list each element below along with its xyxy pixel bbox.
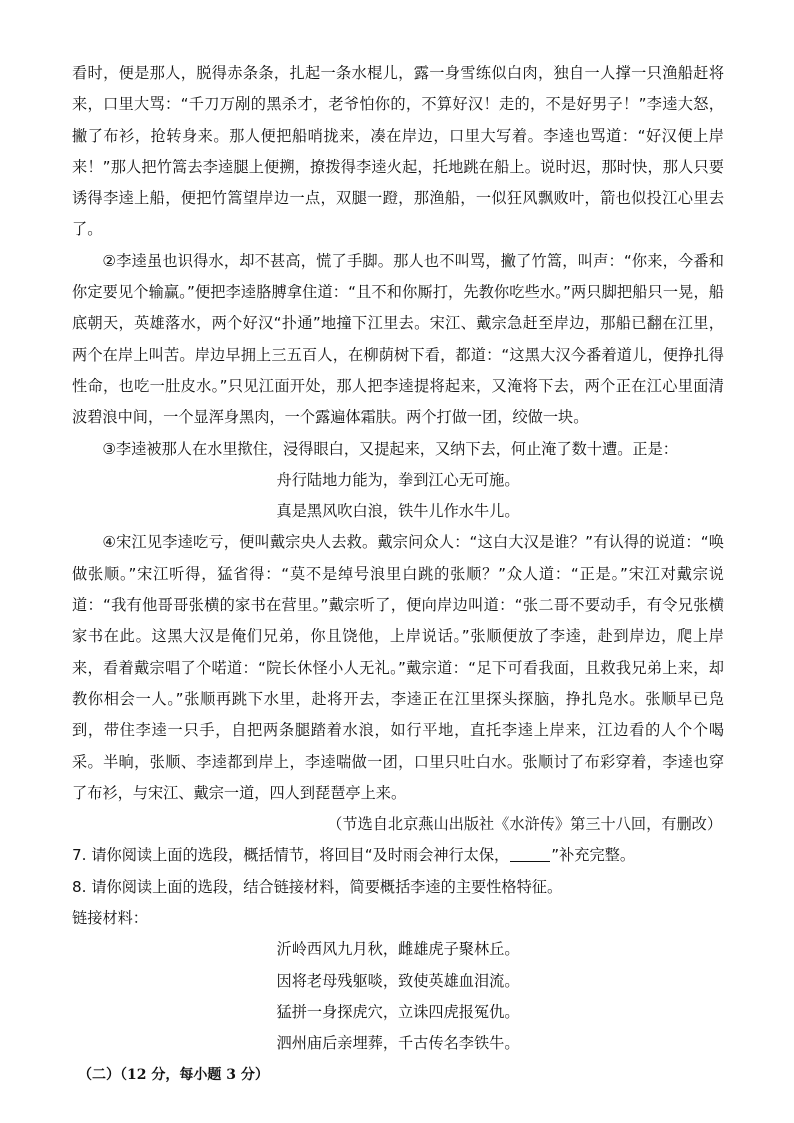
answer-blank[interactable]	[510, 845, 550, 862]
source-citation: （节选自北京燕山出版社《水浒传》第三十八回，有删改）	[327, 815, 722, 834]
question-7-text-end: ”补充完整。	[551, 846, 636, 865]
poem-line-3: 猛拼一身探虎穴，立诛四虎报冤仇。	[276, 1002, 520, 1021]
document-content	[72, 58, 724, 1091]
poem-line-1: 沂岭西风九月秋，雌雄虎子聚林丘。	[276, 940, 520, 959]
verse-line-2: 真是黑风吹白浪，铁牛儿作水牛儿。	[276, 502, 520, 521]
link-material-label: 链接材料：	[72, 909, 148, 928]
poem-line-2: 因将老母残躯啖，致使英雄血泪流。	[276, 971, 520, 990]
passage-paragraph-2: ②李逵虽也识得水，却不甚高，慌了手脚。那人也不叫骂，撇了竹篙，叫声：“你来，今番和你定要见个输赢。”便把李逵胳膊拿住道：“且不和你厮打，先教你吃些水。”两只脚把船只一晃，船底朝天，英雄落水，两个好汉“扑通”地撞下江里去。宋江、戴宗急赶至岸边，那船已翻在江里，两个在岸上叫苦。岸边早拥上三五百人，在柳荫树下看，都道：“这黑大汉今番着道儿，便挣扎得性命，也吃一肚皮水。”只见江面开处，那人把李逵提将起来，又淹将下去，两个正在江心里面清波碧浪中间，一个显浑身黑肉，一个露遍体霜肤。两个打做一团，绞做一块。	[72, 251, 724, 427]
passage-paragraph-3: ③李逵被那人在水里揿住，浸得眼白，又提起来，又纳下去，何止淹了数十遭。正是：	[102, 439, 678, 458]
section-heading: （二）（12 分，每小题 3 分）	[78, 1066, 269, 1083]
poem-line-4: 泗州庙后亲埋葬，千古传名李铁牛。	[276, 1034, 520, 1053]
verse-line-1: 舟行陆地力能为，拳到江心无可施。	[276, 470, 520, 489]
question-7	[72, 840, 724, 871]
passage-paragraph-1: 看时，便是那人，脱得赤条条，扎起一条水棍儿，露一身雪练似白肉，独自一人撑一只渔船赶将来，口里大骂：“千刀万剐的黑杀才，老爷怕你的，不算好汉！走的，不是好男子！”李逵大怒，撇了布衫，抢转身来。那人便把船哨拢来，凑在岸边，口里大写着。李逵也骂道：“好汉便上岸来！”那人把竹篙去李逵腿上便搠，撩拨得李逵火起，托地跳在船上。说时迟，那时快，那人只要诱得李逵上船，便把竹篙望岸边一点，双腿一蹬，那渔船，一似狂风飘败叶，箭也似投江心里去了。	[72, 64, 724, 239]
question-7-text: 7. 请你阅读上面的选段，概括情节，将回目“及时雨会神行太保，	[72, 846, 510, 865]
question-8: 8. 请你阅读上面的选段，结合链接材料，简要概括李逵的主要性格特征。	[72, 877, 563, 896]
passage-paragraph-4: ④宋江见李逵吃亏，便叫戴宗央人去救。戴宗问众人：“这白大汉是谁？”有认得的说道：“唤做张顺。”宋江听得，猛省得：“莫不是绰号浪里白跳的张顺？”众人道：“正是。”宋江对戴宗说道：“我有他哥哥张横的家书在营里。”戴宗听了，便向岸边叫道：“张二哥不要动手，有令兄张横家书在此。这黑大汉是俺们兄弟，你且饶他，上岸说话。”张顺便放了李逵，赴到岸边，爬上岸来，看着戴宗唱了个喏道：“院长休怪小人无礼。”戴宗道：“足下可看我面，且救我兄弟上来，却教你相会一人。”张顺再跳下水里，赴将开去，李逵正在江里探头探脑，挣扎凫水。张顺早已凫到，带住李逵一只手，自把两条腿踏着水浪，如行平地，直托李逵上岸来，江边看的人个个喝采。半晌，张顺、李逵都到岸上，李逵喘做一团，口里只吐白水。张顺讨了布彩穿着，李逵也穿了布衫，与宋江、戴宗一道，四人到琵琶亭上来。	[72, 533, 724, 802]
